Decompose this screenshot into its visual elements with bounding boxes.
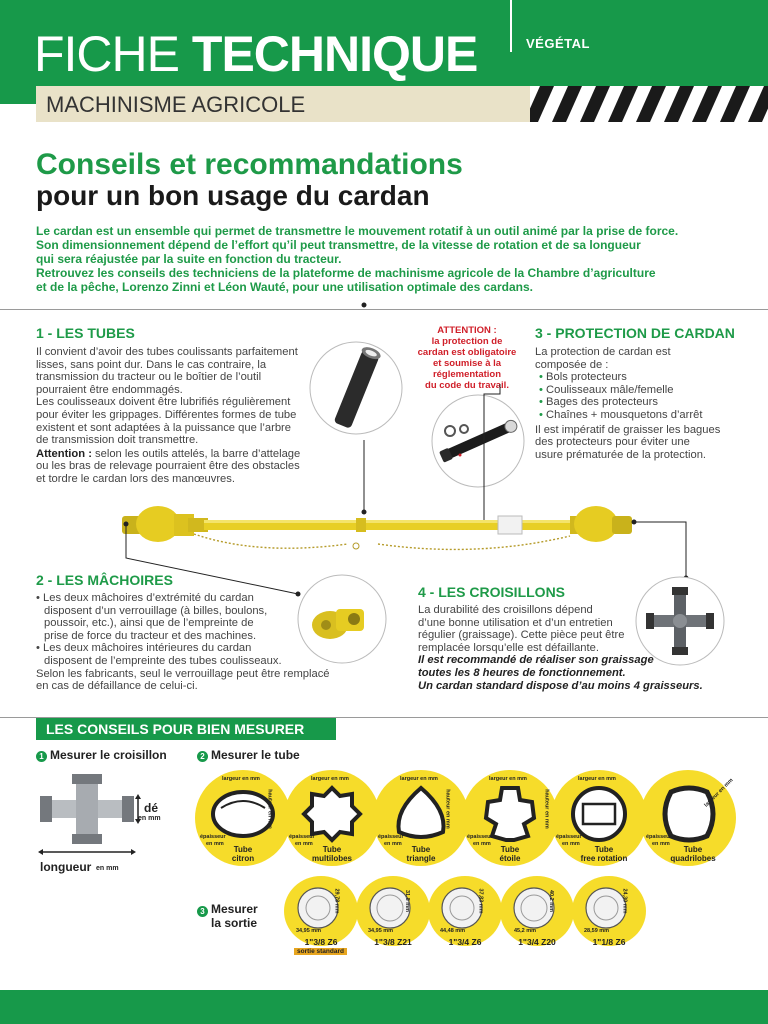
text-line: et tordre le cardan lors des manœuvres. — [36, 472, 235, 485]
text-line: lisses, sans point dur. Dans le cas contraire, la — [36, 358, 267, 371]
output-width: 28,59 mm — [584, 928, 610, 934]
text-line: transmission du tracteur ou le boîtier de l’outil — [36, 371, 262, 384]
intro-line: Son dimensionnement dépend de l’effort qu’il peut transmettre, de la vitesse de rotation et de sa longueur — [36, 238, 641, 252]
text-line: • Les deux mâchoires intérieures du cardan — [36, 642, 252, 655]
section-tubes-text — [36, 346, 300, 486]
epaisseur-label: épaisseur — [467, 834, 493, 840]
epaisseur-label: épaisseur — [200, 834, 226, 840]
tube-caption — [658, 845, 728, 863]
text-line: prise de force du tracteur et des machines. — [44, 629, 257, 642]
epaisseur-unit: en mm — [206, 841, 224, 847]
longueur-unit: en mm — [96, 865, 119, 872]
step-label: Mesurer — [211, 902, 258, 916]
output-width: 34,95 mm — [296, 928, 322, 934]
tube-caption-line: Tube — [322, 845, 342, 854]
main-title: Conseils et recommandations — [36, 148, 463, 181]
text-line: de transmission doit transmettre. — [36, 434, 199, 447]
page-title-fiche-technique — [34, 26, 477, 82]
intro-line: et de la pêche, Lorenzo Zinni et Léon Wauté, pour une utilisation optimale des cardans. — [36, 280, 533, 294]
tube-caption-line: Tube — [683, 845, 703, 854]
hazard-stripes — [530, 86, 768, 122]
intro-line: Retrouvez les conseils des techniciens de la plateforme de machinisme agricole de la Chambre d’agriculture — [36, 266, 656, 280]
main-subtitle: pour un bon usage du cardan — [36, 180, 430, 211]
text-line: poussoir, etc.), ainsi que de l’empreinte de — [44, 617, 254, 630]
step-label: Mesurer le croisillon — [50, 748, 167, 762]
output-height: 37,83 mm — [477, 888, 484, 914]
bullet-item: • Chaînes + mousquetons d’arrêt — [535, 409, 720, 422]
epaisseur-unit: en mm — [384, 841, 402, 847]
epaisseur-unit: en mm — [295, 841, 313, 847]
step-number: 2 — [197, 751, 208, 762]
attention-line: ATTENTION : — [437, 325, 497, 336]
output-label: 1"3/8 Z21 — [374, 937, 412, 947]
text-line: ou les bras de relevage pourraient être des obstacles — [36, 460, 300, 473]
tube-caption-line: free rotation — [580, 854, 628, 863]
tube-caption — [302, 845, 362, 863]
pointer-line-croisillons — [630, 518, 690, 580]
text-line: pourraient être endommagés. — [36, 383, 183, 396]
output-height: 31,8 mm — [404, 889, 411, 913]
output-width: 44,48 mm — [440, 928, 466, 934]
tube-caption — [213, 845, 273, 863]
hauteur-label: hauteur en mm — [444, 789, 451, 829]
text-line: Il est recommandé de réaliser son graissage — [418, 654, 654, 667]
bullet-item: • Bages des protecteurs — [535, 396, 720, 409]
text-line: d’une bonne utilisation et d’un entretien — [418, 616, 613, 629]
technique-word: TECHNIQUE — [191, 26, 478, 82]
largeur-label: largeur en mm — [400, 776, 438, 782]
epaisseur-label: épaisseur — [646, 834, 672, 840]
attention-line — [36, 448, 300, 461]
text-line: usure prématurée de la protection. — [535, 448, 707, 461]
fiche-word: FICHE — [34, 26, 179, 82]
longueur-label: longueur — [40, 860, 92, 874]
section-protection-text — [535, 346, 720, 461]
section-protection-heading: 3 - PROTECTION DE CARDAN — [535, 325, 735, 341]
text-line: remplacée lorsqu’elle est défaillante. — [418, 641, 599, 654]
text-line: composée de : — [535, 358, 609, 371]
tube-caption-line: Tube — [233, 845, 253, 854]
step-label: la sortie — [211, 916, 258, 930]
step-number: 3 — [197, 906, 208, 917]
standard-output-badge: sortie standard — [294, 948, 347, 955]
epaisseur-label: épaisseur — [378, 834, 404, 840]
hauteur-label: hauteur en mm — [543, 789, 550, 829]
largeur-label: largeur en mm — [311, 776, 349, 782]
section-machoires-heading: 2 - LES MÂCHOIRES — [36, 572, 173, 588]
machoire-photo — [296, 573, 388, 665]
de-label: dé — [144, 801, 159, 815]
tube-caption-line: quadrilobes — [670, 854, 716, 863]
text-line: La protection de cardan est — [535, 346, 671, 358]
tube-caption-line: Tube — [594, 845, 614, 854]
largeur-label: largeur en mm — [578, 776, 616, 782]
output-label: 1"1/8 Z6 — [592, 937, 626, 947]
output-height: 24,30 mm — [621, 888, 628, 914]
text-line: • Les deux mâchoires d’extrémité du cardan — [36, 592, 254, 604]
text-line: disposent d’un verrouillage (à billes, boulons, — [44, 604, 268, 617]
footer-band — [0, 990, 768, 1024]
step-number: 1 — [36, 751, 47, 762]
subtitle-text: MACHINISME AGRICOLE — [46, 92, 306, 117]
attention-line: et soumise à la — [432, 358, 502, 369]
text-line: Il convient d’avoir des tubes coulissants parfaitement — [36, 346, 298, 358]
category-label: VÉGÉTAL — [526, 36, 590, 51]
intro-line: qui sera réajustée par la suite en fonction du tracteur. — [36, 252, 342, 266]
output-width: 45,2 mm — [514, 928, 537, 934]
text-line: régulier (graissage). Cette pièce peut être — [418, 629, 625, 642]
text-line: Il est impératif de graisser les bagues — [535, 423, 721, 436]
pointer-line-machoires — [122, 536, 302, 598]
pointer-line — [360, 300, 370, 515]
text-line: disposent de l’empreinte des tubes coulisseaux. — [44, 654, 282, 667]
tube-caption-line: Tube — [411, 845, 431, 854]
tube-caption-line: triangle — [406, 854, 436, 863]
attention-line: réglementation — [432, 369, 502, 380]
output-label: 1"3/8 Z6 — [304, 937, 338, 947]
bullet-item: • Coulisseaux mâle/femelle — [535, 384, 720, 397]
text-line: Les coulisseaux doivent être lubrifiés régulièrement — [36, 396, 291, 409]
hauteur-label: hauteur en mm — [266, 789, 273, 829]
tube-caption — [391, 845, 451, 863]
output-label: 1"3/4 Z20 — [518, 937, 556, 947]
measure-heading: LES CONSEILS POUR BIEN MESURER — [46, 721, 305, 737]
section-machoires-text — [36, 592, 330, 693]
epaisseur-unit: en mm — [562, 841, 580, 847]
bullet-item: • Bols protecteurs — [535, 371, 720, 384]
attention-line: du code du travail. — [425, 380, 509, 391]
text-line: La durabilité des croisillons dépend — [418, 604, 593, 616]
divider — [0, 309, 768, 310]
tube-caption-line: citron — [231, 854, 255, 863]
section-tubes-heading: 1 - LES TUBES — [36, 325, 135, 341]
attention-line: la protection de — [431, 336, 503, 347]
tube-caption-line: étoile — [499, 854, 521, 863]
text-line: toutes les 8 heures de fonctionnement. — [418, 666, 626, 679]
text-line: pour éviter les grippages. Différentes formes de tube — [36, 408, 297, 421]
section-croisillons-heading: 4 - LES CROISILLONS — [418, 584, 566, 600]
largeur-label: largeur en mm — [489, 776, 527, 782]
text-line: existent et sont adaptées à la puissance que l’arbre — [36, 421, 291, 434]
tube-caption-line: Tube — [500, 845, 520, 854]
tube-caption — [480, 845, 540, 863]
step-label: Mesurer le tube — [211, 748, 300, 762]
text-line: Selon les fabricants, seul le verrouillage peut être remplacé — [36, 667, 330, 680]
text-line: des protecteurs pour éviter une — [535, 436, 690, 449]
croisillon-photo — [634, 575, 726, 667]
largeur-label: largeur en mm — [222, 776, 260, 782]
output-label: 1"3/4 Z6 — [448, 937, 482, 947]
largeur-label: largeur en mm — [703, 777, 735, 809]
text-line: selon les outils attelés, la barre d’attelage — [91, 447, 301, 460]
attention-label: Attention : — [36, 447, 92, 460]
epaisseur-unit: en mm — [652, 841, 670, 847]
output-width: 34,95 mm — [368, 928, 394, 934]
intro-line: Le cardan est un ensemble qui permet de transmettre le mouvement rotatif à un outil animé par la prise de force. — [36, 224, 679, 238]
tube-caption — [569, 845, 639, 863]
header-divider — [510, 0, 512, 52]
epaisseur-unit: en mm — [473, 841, 491, 847]
de-unit: en mm — [138, 815, 161, 822]
text-line: Un cardan standard dispose d’au moins 4 graisseurs. — [418, 679, 703, 692]
epaisseur-label: épaisseur — [556, 834, 582, 840]
epaisseur-label: épaisseur — [289, 834, 315, 840]
tube-caption-line: multilobes — [311, 854, 352, 863]
text-line: en cas de défaillance de celui-ci. — [36, 680, 198, 693]
output-height: 29,78 mm — [333, 888, 340, 914]
tube-photo — [308, 340, 404, 436]
attention-line: cardan est obligatoire — [417, 347, 517, 358]
output-height: 40,2 mm — [548, 889, 555, 913]
